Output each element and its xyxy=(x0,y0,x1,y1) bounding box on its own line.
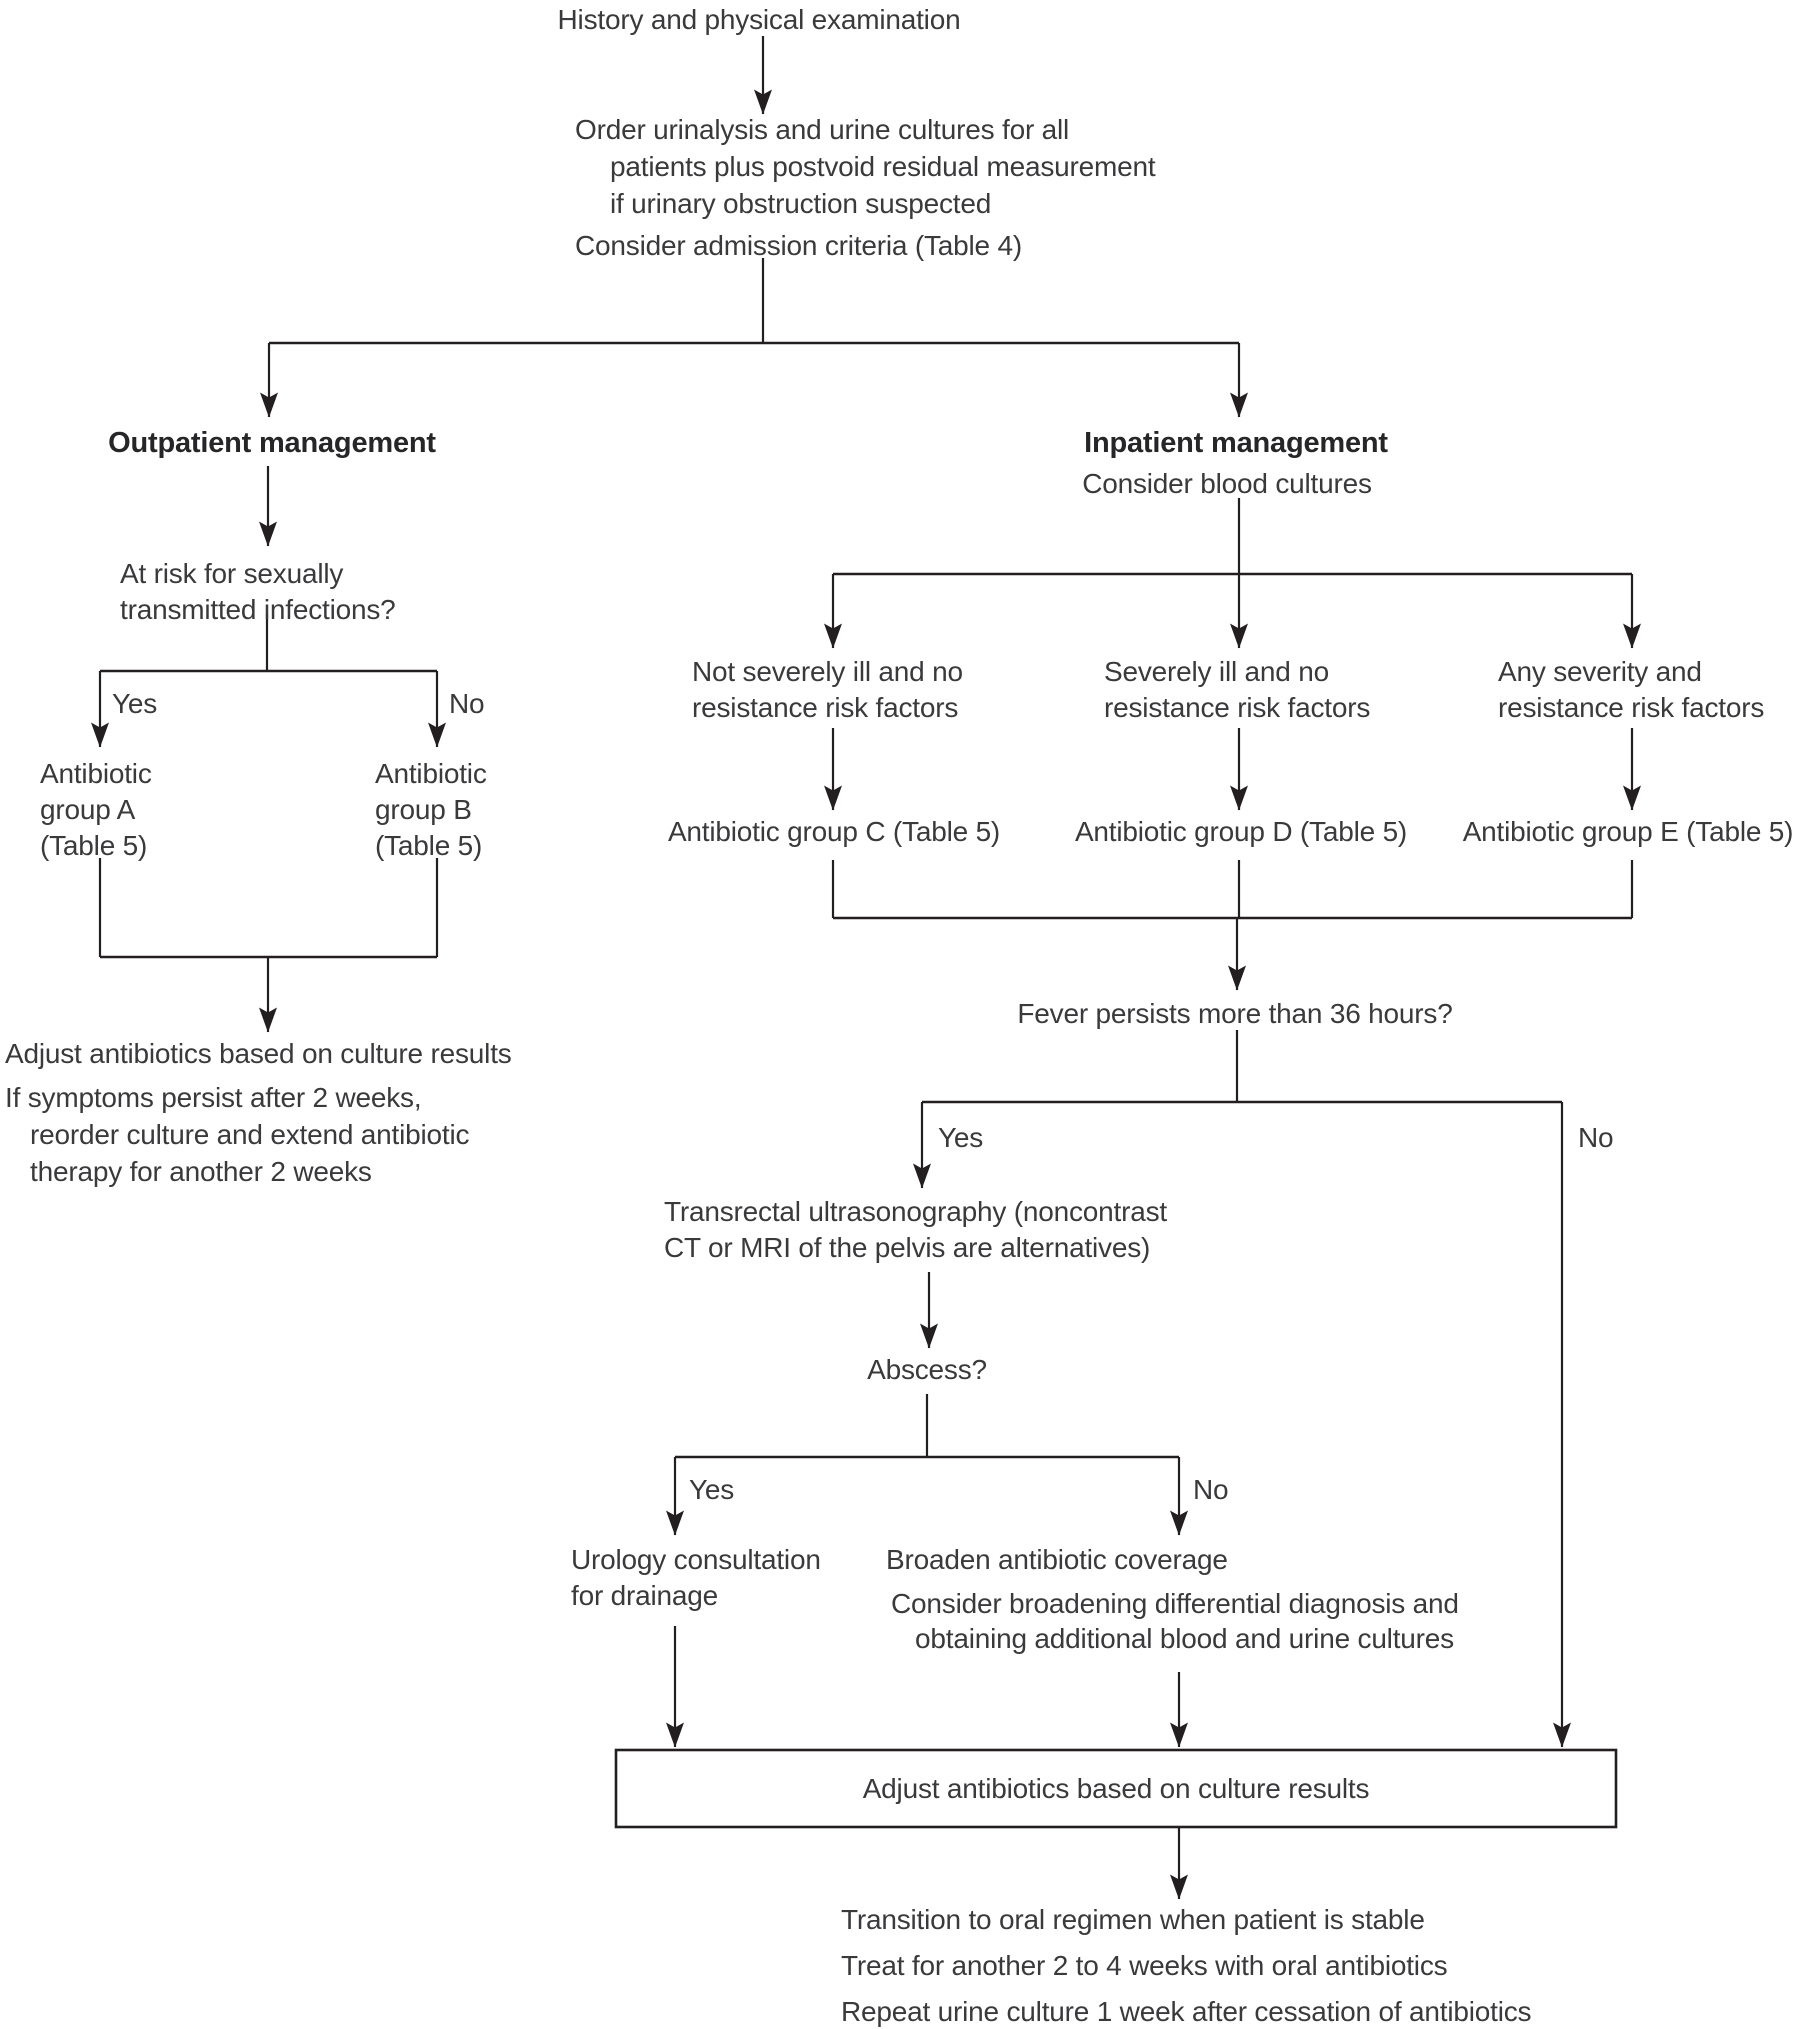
urology-line1: Urology consultation xyxy=(571,1544,821,1575)
inpatient-subtitle: Consider blood cultures xyxy=(1082,468,1372,499)
branch-not-severe-line1: Not severely ill and no xyxy=(692,656,963,687)
node-workup-line2: patients plus postvoid residual measurement xyxy=(610,151,1156,182)
group-b-line2: group B xyxy=(375,794,472,825)
urology-line2: for drainage xyxy=(571,1580,719,1611)
outpatient-persist-line2: reorder culture and extend antibiotic xyxy=(30,1119,470,1150)
sti-question-line1: At risk for sexually xyxy=(120,558,344,589)
fever-no-label: No xyxy=(1578,1122,1614,1153)
group-c: Antibiotic group C (Table 5) xyxy=(667,816,1001,847)
sti-yes-label: Yes xyxy=(112,688,158,719)
outpatient-persist-line3: therapy for another 2 weeks xyxy=(30,1156,372,1187)
fever-question: Fever persists more than 36 hours? xyxy=(1017,998,1453,1029)
adjust-box-label: Adjust antibiotics based on culture results xyxy=(862,1773,1370,1804)
abscess-no-label: No xyxy=(1193,1474,1229,1505)
group-a-line1: Antibiotic xyxy=(40,758,152,789)
abscess-question: Abscess? xyxy=(867,1354,987,1385)
broaden-line1: Broaden antibiotic coverage xyxy=(886,1544,1228,1575)
outpatient-persist-line1: If symptoms persist after 2 weeks, xyxy=(5,1082,422,1113)
node-history: History and physical examination xyxy=(557,4,961,35)
fever-yes-label: Yes xyxy=(938,1122,984,1153)
imaging-line1: Transrectal ultrasonography (noncontrast xyxy=(664,1196,1168,1227)
branch-any-line2: resistance risk factors xyxy=(1498,692,1765,723)
branch-any-line1: Any severity and xyxy=(1498,656,1702,687)
sti-question-line2: transmitted infections? xyxy=(120,594,396,625)
imaging-line2: CT or MRI of the pelvis are alternatives) xyxy=(664,1232,1151,1263)
node-workup-line3: if urinary obstruction suspected xyxy=(610,188,992,219)
outpatient-title: Outpatient management xyxy=(108,427,436,459)
node-workup-line1: Order urinalysis and urine cultures for all xyxy=(575,114,1070,145)
broaden-line3: obtaining additional blood and urine cultures xyxy=(915,1623,1454,1654)
branch-severe-line2: resistance risk factors xyxy=(1104,692,1371,723)
inpatient-title: Inpatient management xyxy=(1084,427,1388,459)
branch-severe-line1: Severely ill and no xyxy=(1104,656,1329,687)
group-a-line2: group A xyxy=(40,794,136,825)
abscess-yes-label: Yes xyxy=(689,1474,735,1505)
group-a-line3: (Table 5) xyxy=(40,830,148,861)
footer-line2: Treat for another 2 to 4 weeks with oral antibiotics xyxy=(841,1950,1448,1981)
group-b-line1: Antibiotic xyxy=(375,758,487,789)
branch-not-severe-line2: resistance risk factors xyxy=(692,692,959,723)
broaden-line2: Consider broadening differential diagnosis and xyxy=(891,1588,1459,1619)
node-admission-criteria: Consider admission criteria (Table 4) xyxy=(575,230,1022,261)
group-e: Antibiotic group E (Table 5) xyxy=(1462,816,1794,847)
group-b-line3: (Table 5) xyxy=(375,830,483,861)
footer-line1: Transition to oral regimen when patient is stable xyxy=(841,1904,1425,1935)
outpatient-adjust: Adjust antibiotics based on culture results xyxy=(5,1038,512,1069)
group-d: Antibiotic group D (Table 5) xyxy=(1074,816,1408,847)
footer-line3: Repeat urine culture 1 week after cessation of antibiotics xyxy=(841,1996,1532,2027)
sti-no-label: No xyxy=(449,688,485,719)
